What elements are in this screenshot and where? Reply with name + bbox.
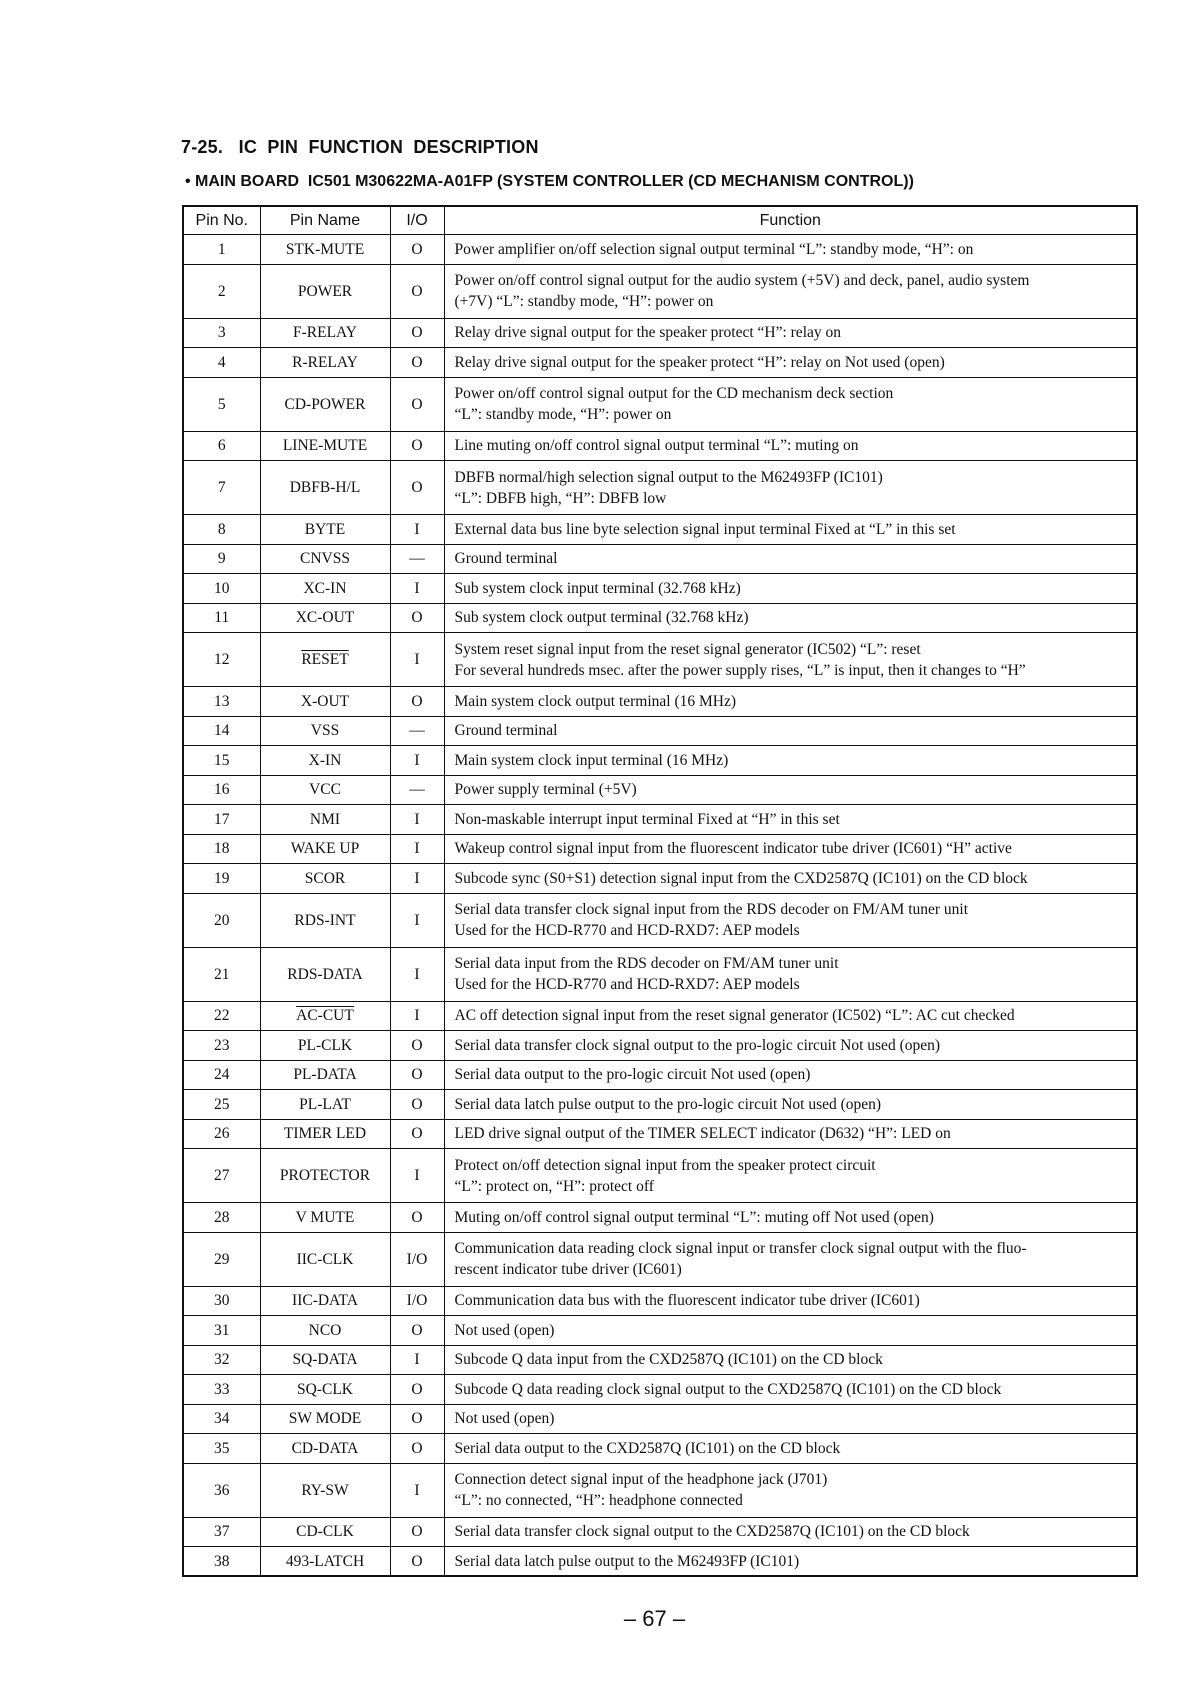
- table-row: [183, 633, 1137, 687]
- pin-name: [260, 633, 390, 687]
- pin-function: Line muting on/off control signal output terminal “L”: muting on: [444, 431, 1137, 461]
- pin-name: X-OUT: [260, 687, 390, 717]
- pin-name: X-IN: [260, 746, 390, 776]
- pin-function: Communication data bus with the fluorescent indicator tube driver (IC601): [444, 1286, 1137, 1316]
- pin-io: I: [390, 1001, 444, 1031]
- table-row: [183, 318, 1137, 348]
- table-row: [183, 805, 1137, 835]
- pin-function: Ground terminal: [444, 544, 1137, 574]
- pin-function: Power amplifier on/off selection signal output terminal “L”: standby mode, “H”: on: [444, 235, 1137, 265]
- pin-number: 9: [183, 544, 260, 574]
- pin-io: O: [390, 431, 444, 461]
- table-row: [183, 893, 1137, 947]
- pin-function: Power on/off control signal output for the audio system (+5V) and deck, panel, audio system (+7V) “L”: standby mode, “H”: power on: [444, 264, 1137, 318]
- pin-number: 32: [183, 1345, 260, 1375]
- pin-io: O: [390, 1031, 444, 1061]
- pin-function: Protect on/off detection signal input from the speaker protect circuit “L”: protect on, “H”: protect off: [444, 1149, 1137, 1203]
- pin-function: Muting on/off control signal output terminal “L”: muting off Not used (open): [444, 1203, 1137, 1233]
- pin-function: Relay drive signal output for the speaker protect “H”: relay on: [444, 318, 1137, 348]
- pin-number: 36: [183, 1463, 260, 1517]
- pin-io: I: [390, 893, 444, 947]
- pin-name: TIMER LED: [260, 1119, 390, 1149]
- pin-function: Serial data latch pulse output to the pro-logic circuit Not used (open): [444, 1090, 1137, 1120]
- table-row: [183, 716, 1137, 746]
- header-pin-name: Pin Name: [260, 206, 390, 235]
- pin-io: O: [390, 348, 444, 378]
- pin-number: 3: [183, 318, 260, 348]
- pin-number: 14: [183, 716, 260, 746]
- pin-number: 1: [183, 235, 260, 265]
- pin-name: CD-POWER: [260, 377, 390, 431]
- pin-io: —: [390, 775, 444, 805]
- pin-name: RY-SW: [260, 1463, 390, 1517]
- pin-function: Serial data transfer clock signal output to the CXD2587Q (IC101) on the CD block: [444, 1517, 1137, 1547]
- pin-number: 29: [183, 1232, 260, 1286]
- pin-number: 15: [183, 746, 260, 776]
- pin-number: 18: [183, 834, 260, 864]
- pin-name: [260, 1001, 390, 1031]
- pin-name: SW MODE: [260, 1404, 390, 1434]
- pin-function: Serial data transfer clock signal output to the pro-logic circuit Not used (open): [444, 1031, 1137, 1061]
- pin-name: SQ-DATA: [260, 1345, 390, 1375]
- pin-name: F-RELAY: [260, 318, 390, 348]
- pin-number: 11: [183, 603, 260, 633]
- table-row: [183, 235, 1137, 265]
- table-row: [183, 864, 1137, 894]
- table-row: [183, 1119, 1137, 1149]
- pin-name: VSS: [260, 716, 390, 746]
- pin-io: I: [390, 1463, 444, 1517]
- pin-function: Power supply terminal (+5V): [444, 775, 1137, 805]
- pin-function: Subcode Q data input from the CXD2587Q (IC101) on the CD block: [444, 1345, 1137, 1375]
- pin-name: LINE-MUTE: [260, 431, 390, 461]
- pin-number: 16: [183, 775, 260, 805]
- table-row: [183, 947, 1137, 1001]
- header-io: I/O: [390, 206, 444, 235]
- pin-name: PL-CLK: [260, 1031, 390, 1061]
- page-title: 7-25. IC PIN FUNCTION DESCRIPTION: [181, 137, 539, 157]
- pin-number: 22: [183, 1001, 260, 1031]
- pin-name: XC-IN: [260, 574, 390, 604]
- pin-io: I: [390, 1149, 444, 1203]
- table-header-row: [183, 206, 1137, 235]
- table-row: [183, 461, 1137, 515]
- pin-io: I: [390, 1345, 444, 1375]
- pin-function: Relay drive signal output for the speaker protect “H”: relay on Not used (open): [444, 348, 1137, 378]
- pin-number: 2: [183, 264, 260, 318]
- table-row: [183, 348, 1137, 378]
- pin-rows: [183, 235, 1137, 1577]
- table-row: [183, 775, 1137, 805]
- header-function: Function: [444, 206, 1137, 235]
- pin-io: I: [390, 947, 444, 1001]
- pin-name: STK-MUTE: [260, 235, 390, 265]
- pin-io: O: [390, 1316, 444, 1346]
- pin-number: 38: [183, 1547, 260, 1577]
- pin-number: 24: [183, 1060, 260, 1090]
- pin-function: AC off detection signal input from the reset signal generator (IC502) “L”: AC cut checked: [444, 1001, 1137, 1031]
- pin-number: 23: [183, 1031, 260, 1061]
- pin-number: 21: [183, 947, 260, 1001]
- pin-number: 6: [183, 431, 260, 461]
- pin-number: 26: [183, 1119, 260, 1149]
- pin-number: 30: [183, 1286, 260, 1316]
- pin-function: Serial data latch pulse output to the M62493FP (IC101): [444, 1547, 1137, 1577]
- pin-number: 37: [183, 1517, 260, 1547]
- pin-io: I: [390, 864, 444, 894]
- pin-function: Subcode sync (S0+S1) detection signal input from the CXD2587Q (IC101) on the CD block: [444, 864, 1137, 894]
- pin-name: IIC-CLK: [260, 1232, 390, 1286]
- pin-number: 8: [183, 515, 260, 545]
- pin-io: O: [390, 1434, 444, 1464]
- table-row: [183, 1203, 1137, 1233]
- pin-number: 5: [183, 377, 260, 431]
- pin-name: CNVSS: [260, 544, 390, 574]
- table-row: [183, 1031, 1137, 1061]
- pin-io: O: [390, 318, 444, 348]
- pin-io: O: [390, 1404, 444, 1434]
- table-row: [183, 544, 1137, 574]
- pin-number: 31: [183, 1316, 260, 1346]
- table-row: [183, 687, 1137, 717]
- table-row: [183, 377, 1137, 431]
- pin-number: 20: [183, 893, 260, 947]
- pin-number: 28: [183, 1203, 260, 1233]
- table-row: [183, 1547, 1137, 1577]
- table-row: [183, 603, 1137, 633]
- pin-function: Serial data input from the RDS decoder on FM/AM tuner unit Used for the HCD-R770 and HCD-RXD7: AEP models: [444, 947, 1137, 1001]
- pin-function: Serial data output to the CXD2587Q (IC101) on the CD block: [444, 1434, 1137, 1464]
- table-row: [183, 1404, 1137, 1434]
- pin-number: 4: [183, 348, 260, 378]
- pin-function: DBFB normal/high selection signal output to the M62493FP (IC101) “L”: DBFB high, “H”: DBFB low: [444, 461, 1137, 515]
- pin-name: WAKE UP: [260, 834, 390, 864]
- pin-name: RDS-DATA: [260, 947, 390, 1001]
- pin-io: O: [390, 1119, 444, 1149]
- pin-function: Main system clock output terminal (16 MHz): [444, 687, 1137, 717]
- pin-io: I: [390, 633, 444, 687]
- pin-function: Main system clock input terminal (16 MHz): [444, 746, 1137, 776]
- pin-io: I: [390, 515, 444, 545]
- pin-io: O: [390, 603, 444, 633]
- table-row: [183, 574, 1137, 604]
- pin-function: Communication data reading clock signal input or transfer clock signal output with the fluo- rescent indicator tube driver (IC601): [444, 1232, 1137, 1286]
- pin-function: Not used (open): [444, 1316, 1137, 1346]
- pin-number: 12: [183, 633, 260, 687]
- table-row: [183, 1090, 1137, 1120]
- pin-name: PL-DATA: [260, 1060, 390, 1090]
- pin-name: IIC-DATA: [260, 1286, 390, 1316]
- pin-name: BYTE: [260, 515, 390, 545]
- pin-name-overline: RESET: [301, 651, 349, 668]
- pin-number: 33: [183, 1375, 260, 1405]
- table-row: [183, 746, 1137, 776]
- pin-name: V MUTE: [260, 1203, 390, 1233]
- pin-number: 25: [183, 1090, 260, 1120]
- pin-io: O: [390, 1517, 444, 1547]
- table-row: [183, 1060, 1137, 1090]
- pin-name: XC-OUT: [260, 603, 390, 633]
- pin-io: O: [390, 264, 444, 318]
- pin-io: O: [390, 461, 444, 515]
- pin-name-overline: AC-CUT: [296, 1007, 354, 1025]
- pin-function: Subcode Q data reading clock signal output to the CXD2587Q (IC101) on the CD block: [444, 1375, 1137, 1405]
- pin-io: O: [390, 1547, 444, 1577]
- pin-number: 19: [183, 864, 260, 894]
- pin-name: R-RELAY: [260, 348, 390, 378]
- section-title: • MAIN BOARD IC501 M30622MA-A01FP (SYSTEM CONTROLLER (CD MECHANISM CONTROL)): [185, 173, 914, 190]
- pin-name: RDS-INT: [260, 893, 390, 947]
- table-row: [183, 834, 1137, 864]
- pin-function: Power on/off control signal output for the CD mechanism deck section “L”: standby mode, “H”: power on: [444, 377, 1137, 431]
- table-row: [183, 1232, 1137, 1286]
- pin-function: Connection detect signal input of the headphone jack (J701) “L”: no connected, “H”: headphone connected: [444, 1463, 1137, 1517]
- pin-function: External data bus line byte selection signal input terminal Fixed at “L” in this set: [444, 515, 1137, 545]
- pin-name: PROTECTOR: [260, 1149, 390, 1203]
- table-row: [183, 1001, 1137, 1031]
- table-row: [183, 1149, 1137, 1203]
- pin-function: Sub system clock output terminal (32.768 kHz): [444, 603, 1137, 633]
- pin-io: —: [390, 716, 444, 746]
- table-row: [183, 1463, 1137, 1517]
- table-row: [183, 515, 1137, 545]
- pin-io: I: [390, 746, 444, 776]
- pin-name: SQ-CLK: [260, 1375, 390, 1405]
- pin-io: I/O: [390, 1286, 444, 1316]
- pin-function: Serial data output to the pro-logic circuit Not used (open): [444, 1060, 1137, 1090]
- pin-name: CD-CLK: [260, 1517, 390, 1547]
- pin-function: LED drive signal output of the TIMER SELECT indicator (D632) “H”: LED on: [444, 1119, 1137, 1149]
- pin-name: NCO: [260, 1316, 390, 1346]
- pin-function-table: [182, 205, 1138, 1577]
- pin-io: I/O: [390, 1232, 444, 1286]
- pin-number: 13: [183, 687, 260, 717]
- pin-name: CD-DATA: [260, 1434, 390, 1464]
- pin-io: O: [390, 687, 444, 717]
- table-row: [183, 1375, 1137, 1405]
- pin-function: Not used (open): [444, 1404, 1137, 1434]
- pin-number: 10: [183, 574, 260, 604]
- pin-io: O: [390, 1203, 444, 1233]
- table-row: [183, 1316, 1137, 1346]
- pin-number: 34: [183, 1404, 260, 1434]
- pin-number: 27: [183, 1149, 260, 1203]
- pin-name: SCOR: [260, 864, 390, 894]
- pin-io: I: [390, 805, 444, 835]
- table-row: [183, 431, 1137, 461]
- table-row: [183, 1517, 1137, 1547]
- pin-io: O: [390, 1375, 444, 1405]
- pin-io: O: [390, 1090, 444, 1120]
- pin-name: NMI: [260, 805, 390, 835]
- pin-name: POWER: [260, 264, 390, 318]
- page-number: – 67 –: [623, 1606, 686, 1631]
- table-row: [183, 1345, 1137, 1375]
- pin-name: DBFB-H/L: [260, 461, 390, 515]
- table-row: [183, 1434, 1137, 1464]
- pin-function: System reset signal input from the reset signal generator (IC502) “L”: reset For several hundreds msec. after the power supply rises, “L” is input, then it changes to “H”: [444, 633, 1137, 687]
- pin-function: Wakeup control signal input from the fluorescent indicator tube driver (IC601) “H” active: [444, 834, 1137, 864]
- pin-function: Ground terminal: [444, 716, 1137, 746]
- pin-number: 7: [183, 461, 260, 515]
- pin-io: O: [390, 1060, 444, 1090]
- pin-function: Sub system clock input terminal (32.768 kHz): [444, 574, 1137, 604]
- pin-io: I: [390, 574, 444, 604]
- pin-io: O: [390, 235, 444, 265]
- pin-name: VCC: [260, 775, 390, 805]
- header-pin-no: Pin No.: [183, 206, 260, 235]
- pin-name: 493-LATCH: [260, 1547, 390, 1577]
- table-row: [183, 1286, 1137, 1316]
- pin-number: 35: [183, 1434, 260, 1464]
- pin-io: O: [390, 377, 444, 431]
- pin-io: —: [390, 544, 444, 574]
- pin-io: I: [390, 834, 444, 864]
- pin-function: Non-maskable interrupt input terminal Fixed at “H” in this set: [444, 805, 1137, 835]
- pin-name: PL-LAT: [260, 1090, 390, 1120]
- pin-function: Serial data transfer clock signal input from the RDS decoder on FM/AM tuner unit Used for the HCD-R770 and HCD-RXD7: AEP models: [444, 893, 1137, 947]
- table-row: [183, 264, 1137, 318]
- pin-number: 17: [183, 805, 260, 835]
